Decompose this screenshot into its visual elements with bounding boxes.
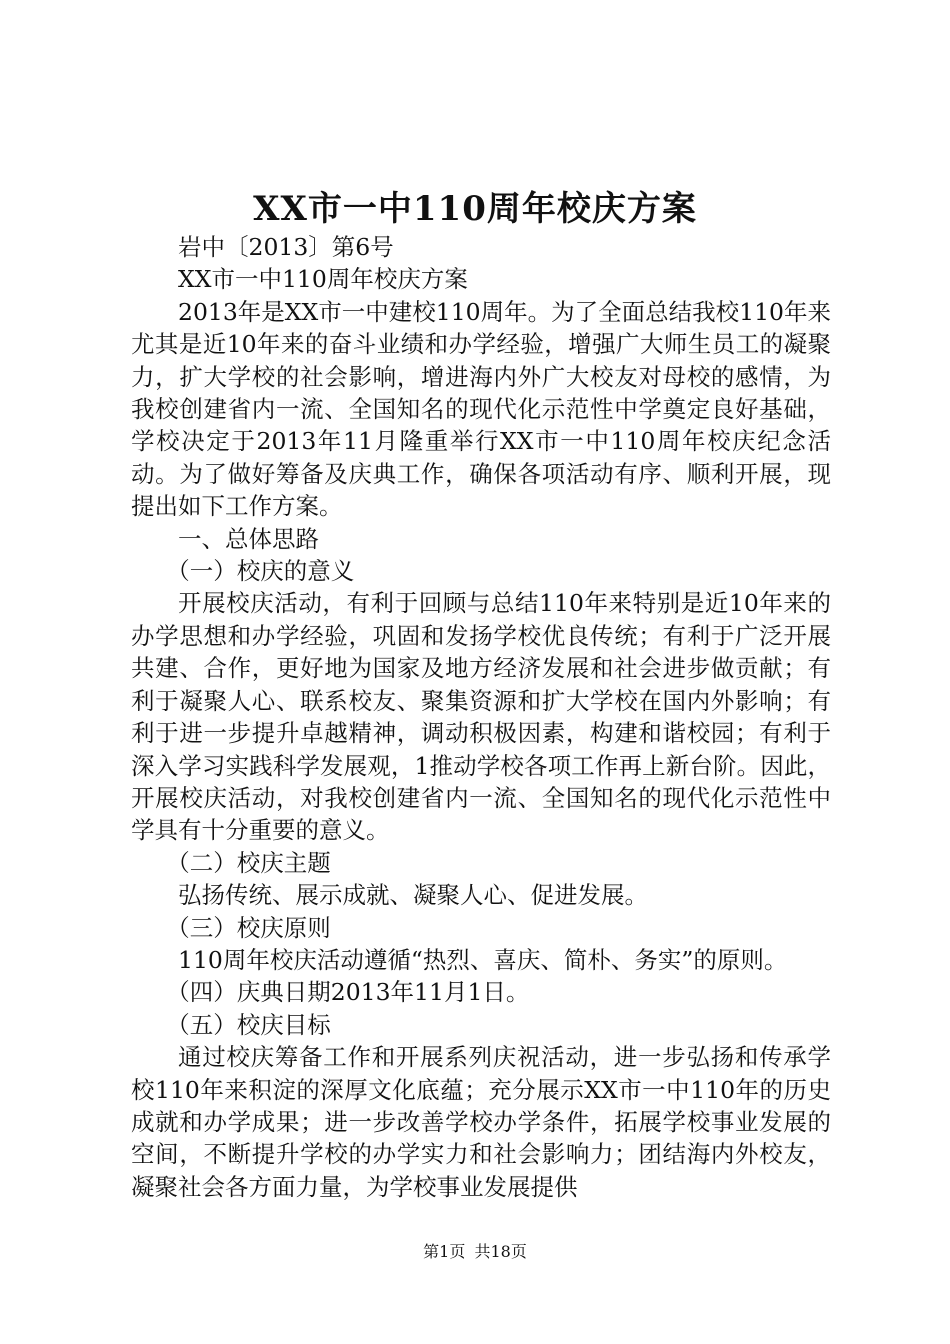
document-subtitle: XX市一中110周年校庆方案 bbox=[178, 265, 468, 294]
subsection-heading: （三）校庆原则 bbox=[166, 913, 331, 942]
body-paragraph: 通过校庆筹备工作和开展系列庆祝活动，进一步弘扬和传承学校110年来积淀的深厚文化底蕴；充分展示XX市一中110年的历史成就和办学成果；进一步改善学校办学条件，拓展学校事业发展的空间，不断提升学校的办学实力和社会影响力；团结海内外校友，凝聚社会各方面力量，为学校事业发展提供 bbox=[131, 1043, 831, 1201]
subsection-heading: （四）庆典日期2013年11月1日。 bbox=[166, 978, 530, 1007]
subsection-heading: （一）校庆的意义 bbox=[166, 557, 355, 586]
document-title: XX市一中110周年校庆方案 bbox=[253, 189, 697, 229]
body-paragraph: 弘扬传统、展示成就、凝聚人心、促进发展。 bbox=[178, 881, 648, 910]
subsection-heading: （二）校庆主题 bbox=[166, 848, 331, 877]
page-footer bbox=[0, 1240, 950, 1264]
page-number: 第1页 bbox=[423, 1242, 466, 1261]
body-paragraph: 110周年校庆活动遵循“热烈、喜庆、简朴、务实”的原则。 bbox=[178, 945, 788, 974]
subsection-heading: （五）校庆目标 bbox=[166, 1010, 331, 1039]
intro-paragraph: 2013年是XX市一中建校110周年。为了全面总结我校110年来尤其是近10年来的奋斗业绩和办学经验，增强广大师生员工的凝聚力，扩大学校的社会影响，增进海内外广大校友对母校的感情，为我校创建省内一流、全国知名的现代化示范性中学奠定良好基础，学校决定于2013年11月隆重举行XX市一中110周年校庆纪念活动。为了做好筹备及庆典工作，确保各项活动有序、顺利开展，现提出如下工作方案。 bbox=[131, 297, 831, 521]
document-body bbox=[131, 231, 831, 1203]
section-heading: 一、总体思路 bbox=[178, 524, 319, 553]
body-paragraph: 开展校庆活动，有利于回顾与总结110年来特别是近10年来的办学思想和办学经验，巩固和发扬学校优良传统；有利于广泛开展共建、合作，更好地为国家及地方经济发展和社会进步做贡献；有利于凝聚人心、联系校友、聚集资源和扩大学校在国内外影响；有利于进一步提升卓越精神，调动积极因素，构建和谐校园；有利于深入学习实践科学发展观，1推动学校各项工作再上新台阶。因此，开展校庆活动，对我校创建省内一流、全国知名的现代化示范性中学具有十分重要的意义。 bbox=[131, 589, 831, 845]
page-total: 共18页 bbox=[474, 1242, 527, 1261]
document-number: 岩中〔2013〕第6号 bbox=[178, 233, 394, 261]
